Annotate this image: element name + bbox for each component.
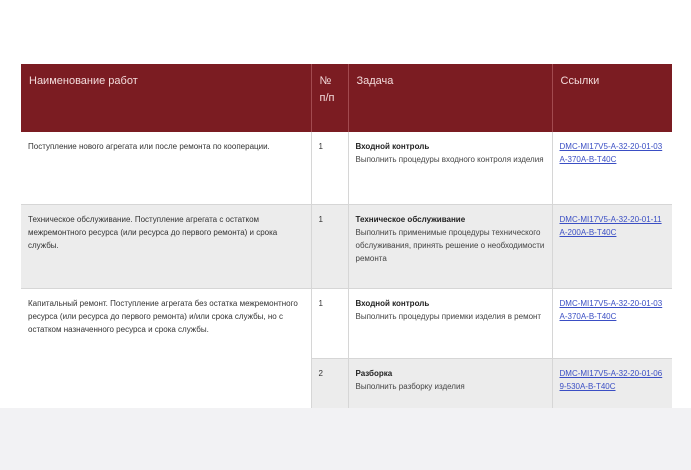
link-cell: [552, 288, 672, 358]
header-links: Ссылки: [552, 64, 672, 132]
task-title: Входной контроль: [355, 142, 430, 151]
document-link[interactable]: DMC-MI17V5-A-32-20-01-03A-370A-B-T40C: [559, 142, 663, 164]
work-name-cell: Поступление нового агрегата или после ремонта по кооперации.: [21, 132, 311, 204]
document-link[interactable]: DMC-MI17V5-A-32-20-01-11A-200A-B-T40C: [559, 214, 662, 237]
table-row: [21, 132, 672, 204]
table-row: [21, 288, 672, 358]
works-table: [21, 64, 672, 408]
header-number: № п/п: [311, 64, 348, 132]
document-link[interactable]: DMC-MI17V5-A-32-20-01-03A-370A-B-T40C: [559, 298, 663, 321]
link-cell: [552, 132, 672, 204]
header-task: Задача: [348, 64, 552, 132]
header-name: Наименование работ: [21, 64, 311, 132]
table-row: [21, 204, 672, 288]
task-description: Выполнить применимые процедуры технического обслуживания, принять решение о необходимости ремонта: [355, 227, 545, 263]
work-name-cell: Техническое обслуживание. Поступление агрегата с остатком межремонтного ресурса (или ресурса до первого ремонта) и срока службы.: [21, 204, 311, 288]
link-cell: [552, 358, 672, 408]
table-header-row: [21, 64, 672, 132]
task-title: Техническое обслуживание: [355, 214, 466, 224]
task-title: Входной контроль: [355, 298, 430, 308]
link-cell: [552, 204, 672, 288]
number-cell: 1: [311, 132, 348, 204]
task-description: Выполнить процедуры входного контроля изделия: [355, 155, 544, 164]
number-cell: 1: [311, 288, 348, 358]
number-cell: 1: [311, 204, 348, 288]
task-description: Выполнить разборку изделия: [355, 381, 465, 391]
task-cell: [348, 204, 552, 288]
task-cell: [348, 132, 552, 204]
document-link[interactable]: DMC-MI17V5-A-32-20-01-069-530A-B-T40C: [559, 368, 663, 391]
task-title: Разборка: [355, 368, 393, 378]
number-cell: 2: [311, 358, 348, 408]
task-cell: [348, 358, 552, 408]
bottom-area: [0, 408, 691, 470]
work-name-cell: Капитальный ремонт. Поступление агрегата без остатка межремонтного ресурса (или ресурса до первого ремонта) и/или срока службы, но с остатком назначенного ресурса и срока службы.: [21, 288, 311, 408]
task-description: Выполнить процедуры приемки изделия в ремонт: [355, 311, 542, 321]
task-cell: [348, 288, 552, 358]
